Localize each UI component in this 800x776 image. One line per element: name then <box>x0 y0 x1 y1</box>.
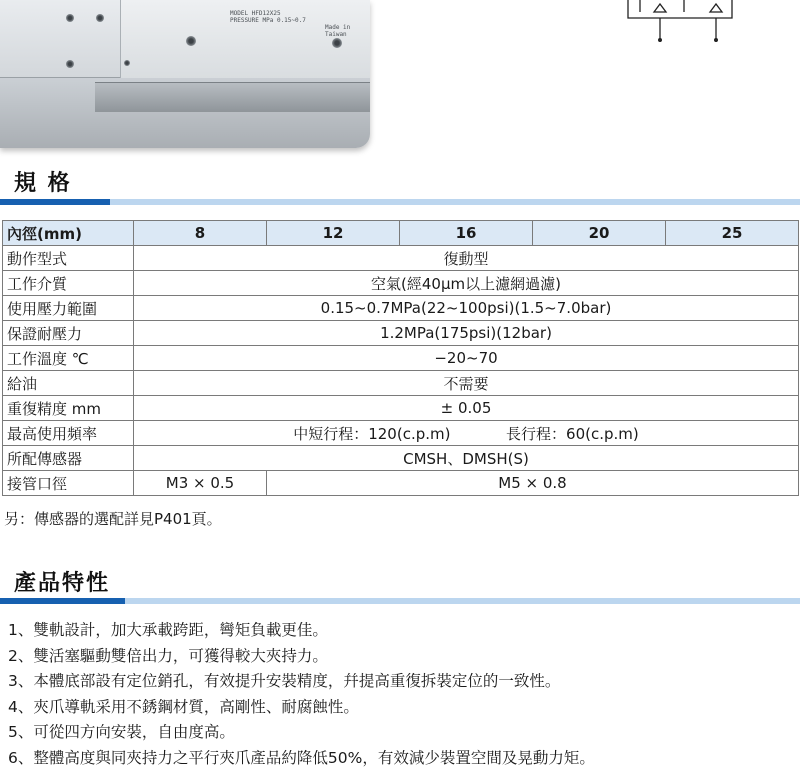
features-section-title: 產品特性 <box>14 571 111 596</box>
row-value: 不需要 <box>134 371 799 396</box>
bore-value: 8 <box>134 221 267 246</box>
screw-hole <box>66 60 74 68</box>
row-value <box>134 421 799 446</box>
spec-header-row <box>3 221 799 246</box>
row-value: ± 0.05 <box>134 396 799 421</box>
features-title-bar <box>0 598 800 604</box>
row-label: 重復精度 mm <box>3 396 134 421</box>
row-label: 最高使用頻率 <box>3 421 134 446</box>
row-label: 工作溫度 ℃ <box>3 346 134 371</box>
spec-table <box>2 220 799 496</box>
list-item: 5、可從四方向安裝，自由度高。 <box>8 723 235 741</box>
list-item: 6、整體高度與同夾持力之平行夾爪產品約降低50%，有效減少裝置空間及晃動力矩。 <box>8 748 595 767</box>
gripper-rail <box>95 82 370 112</box>
table-row <box>3 421 799 446</box>
table-row <box>3 396 799 421</box>
title-bar-light <box>110 199 800 205</box>
bore-value: 25 <box>666 221 799 246</box>
table-row <box>3 346 799 371</box>
product-label: MODEL HFD12X25 PRESSURE MPa 0.15~0.7 Made in Taiwan <box>230 10 351 38</box>
row-label: 接管口徑 <box>3 471 134 496</box>
frequency-short-stroke: 中短行程：120(c.p.m) <box>293 424 451 443</box>
row-value: 0.15~0.7MPa(22~100psi)(1.5~7.0bar) <box>134 296 799 321</box>
list-item: 4、夾爪導軌采用不銹鋼材質，高剛性、耐腐蝕性。 <box>8 697 359 716</box>
sensor-note: 另：傳感器的選配詳見P401頁。 <box>4 510 222 528</box>
bore-value: 12 <box>267 221 400 246</box>
title-bar-light <box>125 598 800 604</box>
row-value: 復動型 <box>134 246 799 271</box>
table-row <box>3 321 799 346</box>
spec-section-title: 規 格 <box>14 171 72 196</box>
table-row <box>3 471 799 496</box>
title-bar-accent <box>0 598 125 604</box>
row-label: 保證耐壓力 <box>3 321 134 346</box>
product-photo-area <box>0 0 800 150</box>
list-item: 2、雙活塞驅動雙倍出力，可獲得較大夾持力。 <box>8 646 328 665</box>
bore-value: 16 <box>400 221 533 246</box>
row-value: 空氣(經40μm以上濾網過濾) <box>134 271 799 296</box>
screw-hole <box>96 14 104 22</box>
gripper-product-photo <box>0 0 370 148</box>
list-item: 1、雙軌設計，加大承載跨距，彎矩負載更佳。 <box>8 621 328 639</box>
table-row <box>3 296 799 321</box>
port-size-small: M3 × 0.5 <box>134 471 267 496</box>
screw-hole <box>186 36 196 46</box>
screw-hole <box>66 14 74 22</box>
port-size-large: M5 × 0.8 <box>267 471 799 496</box>
screw-hole <box>332 38 342 48</box>
table-row <box>3 446 799 471</box>
list-item: 3、本體底部設有定位銷孔，有效提升安裝精度，幷提高重復拆裝定位的一致性。 <box>8 672 561 690</box>
table-row <box>3 246 799 271</box>
row-label: 給油 <box>3 371 134 396</box>
feature-list <box>8 618 595 771</box>
row-label: 動作型式 <box>3 246 134 271</box>
bore-value: 20 <box>533 221 666 246</box>
screw-hole <box>124 60 130 66</box>
row-value: CMSH、DMSH(S) <box>134 446 799 471</box>
row-label: 使用壓力範圍 <box>3 296 134 321</box>
frequency-long-stroke: 長行程：60(c.p.m) <box>506 424 639 443</box>
row-label: 所配傳感器 <box>3 446 134 471</box>
table-row <box>3 371 799 396</box>
pneumatic-symbol-icon <box>620 0 740 42</box>
row-value: −20~70 <box>134 346 799 371</box>
row-label: 工作介質 <box>3 271 134 296</box>
bore-label: 內徑(mm) <box>3 221 134 246</box>
spec-title-bar <box>0 199 800 205</box>
title-bar-accent <box>0 199 110 205</box>
row-value: 1.2MPa(175psi)(12bar) <box>134 321 799 346</box>
table-row <box>3 271 799 296</box>
